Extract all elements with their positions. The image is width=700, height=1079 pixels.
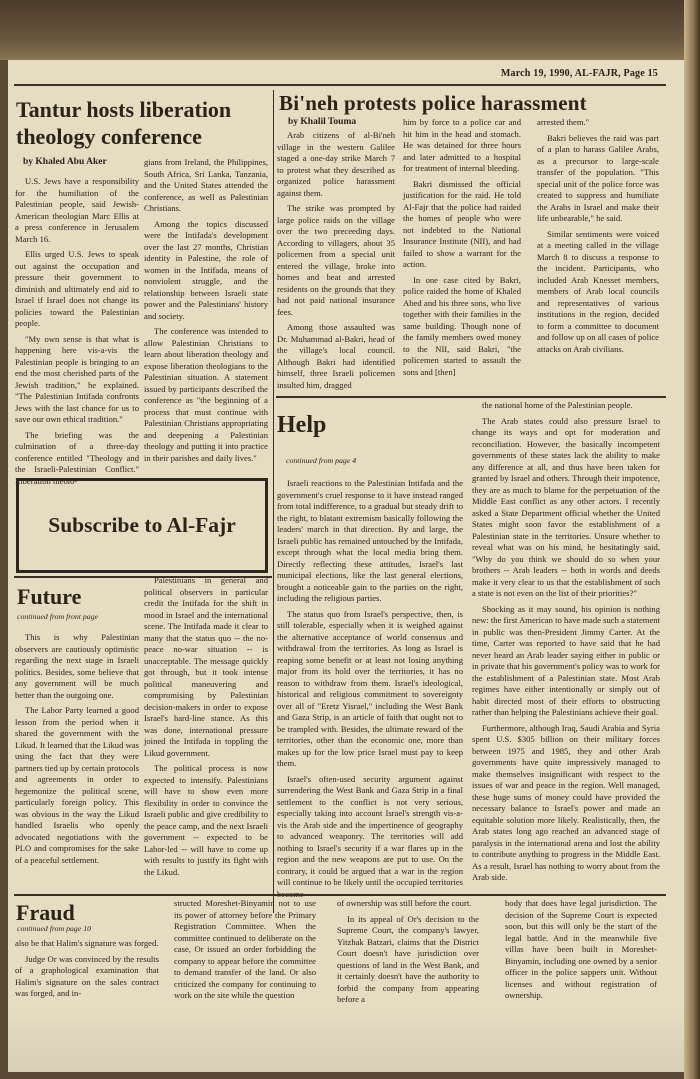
- help-headline: Help: [277, 412, 327, 438]
- paragraph: Ellis urged U.S. Jews to speak out against the occupation and pressure their government to diminish and ultimately end aid to Israel if Israel does not change its policies toward the Palestinian people.: [15, 249, 139, 328]
- paragraph: arrested them.": [537, 117, 590, 127]
- paragraph: Furthermore, although Iraq, Saudi Arabia and Syria spent U.S. $305 billion on their military forces between 1975 and 1985, they and other Arab governments have quite impressively managed to make themselves insignificant with respect to the issues of war and peace in the region. Well managed, these huge sums of money could have provided the necessary balance to Israel's power and made an equitable solution more likely. Realistically, then, the Arab states long ago reached an advanced stage of paralysis in the international arena and lost the ability to contribute anything to progress in the Middle East. As a result, Israel has nothing to worry about from the Arab side.: [472, 722, 660, 882]
- paragraph: Judge Or was convinced by the results of a graphological examination that Halim's signature on the sales contract was forged, and in-: [15, 953, 159, 998]
- paragraph: Bakri believes the raid was part of a plan to harass Galilee Arabs, as a precursor to large-scale transfer of the population. "This special unit of the police force was created to suppress and humiliate the Arabs in Israel and make their life unbearable," he said.: [537, 132, 659, 223]
- paragraph: also be that Halim's signature was forged.: [15, 938, 159, 948]
- bineh-col-3: [537, 117, 659, 392]
- paragraph: The political process is now expected to intensify. Palestinians will have to show even more flexibility in order to convince the Israeli public and give credibility to the peace camp, and the next Israeli government -- expected to be Labor-led -- will have to come up with results to justify its fight with the Likud.: [144, 763, 268, 877]
- tantur-col-1: [15, 176, 139, 486]
- help-col-2: [472, 400, 660, 912]
- bineh-col-1: [277, 130, 395, 392]
- paragraph: Bakri dismissed the official justification for the raid. He told Al-Fajr that the police had raided the homes of people who were not indebted to the National Insurance Institute (NII), and had failed to show a warrant for the action.: [403, 178, 521, 269]
- help-col-1: [277, 478, 463, 912]
- paragraph: the national home of the Palestinian people.: [482, 400, 633, 410]
- paragraph: The status quo from Israel's perspective, then, is still tolerable, especially when it is weighed against the alternative acceptance of world consensus and withdrawal from the territories. As long as Israel is reaping some benefit or at least not losing anything major from its hold over the territories, it has no reason to withdraw from them. Israel's ideological, historical and religious commitment to sovereignty over all of "Eretz Yisrael," including the West Bank and Gaza Strip, is an article of faith that ought not to be trampled with. Besides, the ultimate reward of the territories, other than the economic one, more than makes up for the low price Israel must pay to keep them.: [277, 608, 463, 768]
- scan-top-edge: [0, 0, 700, 60]
- fraud-headline: Fraud: [16, 900, 75, 925]
- paragraph: U.S. Jews have a responsibility for the humiliation of the Palestinian people, said Jewish-American theologian Marc Ellis at a press conference in Jerusalem March 16.: [15, 176, 139, 244]
- paragraph: structed Moreshet-Binyamin not to use its power of attorney before the Primary Registration Committee. When the committee continued to deliberate on the case, Or issued an order forbidding the company to appear before the committee to demand transfer of the land. Or also criticized the company for continuing to work on the site while the question: [174, 898, 316, 1000]
- paragraph: The conference was intended to allow Palestinian Christians to learn about liberation theology and expose liberation theologians to the Palestinian situation. A statement issued by participants described the conference as "the beginning of a process that must continue with Palestinian Christians appropriating and deepening a Palestinian theology and putting it into practice in their parishes and daily lives.": [144, 326, 268, 463]
- future-col-1: [15, 632, 139, 912]
- fraud-col-4: [505, 898, 657, 1022]
- fraud-col-2: [174, 898, 316, 1022]
- header-rule: [14, 84, 666, 86]
- paragraph: In its appeal of Or's decision to the Supreme Court, the company's lawyer, Yitzhak Batzari, claims that the District Court doesn't have jurisdiction over questions of land in the West Bank, and it certainly doesn't have the authority to forbid the company from appearing before a: [337, 913, 479, 1004]
- paragraph: body that does have legal jurisdiction. The decision of the Supreme Court is expected soon, but this will only be the start of the legal battle. And in the meanwhile five villas have been built in Moreshet-Binyamin, including one owned by a senior officer in the police sappers unit. Without licenses and without registration of ownership.: [505, 898, 657, 1000]
- page-header: March 19, 1990, AL-FAJR, Page 15: [500, 68, 658, 79]
- fraud-col-1: [15, 938, 159, 1018]
- paragraph: of ownership was still before the court.: [337, 898, 472, 908]
- scan-binding-edge: [684, 0, 700, 1079]
- paragraph: The briefing was the culmination of a three-day conference entitled "Theology and the Israeli-Palestinian Conflict." Liberation theolo-: [15, 429, 139, 486]
- column-divider: [273, 398, 274, 913]
- future-col-2: [144, 575, 268, 912]
- paragraph: This is why Palestinian observers are cautiously optimistic regarding the next stage in Israeli politics. Besides, some believe that any government will be much better than the outgoing one.: [15, 632, 139, 700]
- section-rule: [14, 894, 666, 896]
- future-headline: Future: [17, 584, 82, 609]
- section-rule: [276, 396, 666, 398]
- paragraph: gians from Ireland, the Philippines, South Africa, Sri Lanka, Tanzania, and the United States attended the conference, as well as Palestinian Christians.: [144, 157, 268, 213]
- bineh-headline: Bi'neh protests police harassment: [279, 91, 587, 115]
- help-continued: continued from page 4: [286, 456, 357, 465]
- bineh-col-2: [403, 117, 521, 392]
- tantur-col-2: [144, 157, 268, 470]
- tantur-headline: Tantur hosts liberation theology conference: [16, 97, 232, 149]
- fraud-continued: continued from page 10: [17, 924, 91, 933]
- paragraph: him by force to a police car and hit him in the head and stomach. He was detained for three hours and later admitted to a hospital for treatment of internal bleeding.: [403, 117, 521, 173]
- paragraph: In one case cited by Bakri, police raided the home of Khaled Abed and his three sons, who live together with their families in the same building. Though none of the family members owed money to the NII, said Bakri, "the policemen started to assault the sons and [then]: [403, 274, 521, 377]
- paragraph: Among the topics discussed were the Intifada's development over the last 27 months, Christian identity in Palestine, the role of women in the Intifada, means of nonviolent struggle, and the relationship between Israeli state power and the Palestinians' history and society.: [144, 218, 268, 321]
- paragraph: Palestinians in general and political observers in particular credit the Intifada for the shift in mood in Israel and the international scene. The Intifada made it clear to many that the status quo -- the no-peace no-war situation -- is unacceptable. The message quickly got through, but it took intense political maneuvering and compromising by Palestinian decision-makers in order to expose Israel's hard-line stance. As this was done, international pressure joined the Intifada in toppling the Likud government.: [144, 575, 268, 758]
- paragraph: The strike was prompted by large police raids on the village over the two preceeding days. According to villagers, about 35 policemen from a special unit entered the village, broke into homes and beat and arrested residents on the grounds that they had not paid national insurance fees.: [277, 203, 395, 317]
- bineh-byline: by Khalil Touma: [288, 117, 357, 127]
- paragraph: The Arab states could also pressure Israel to change its ways and opt for moderation and reconciliation. However, the basically incompetent governments of these states lack the ability to make any difference at all, and thus have been taken for granted by Israel and others. Through their impotence, they are as much to blame for the perpetuation of the Middle East conflict as any other actors. I recently asked a State Department official whether the United States might soon favor the establishment of a Palestinian state in the territories. Unsure whether to reveal what was on his mind, he hesitatingly said, "Why do you think we should do so when your brothers -- Arab leaders -- both in words and deeds make it very clear to us that the establishment of such a state is not even on the list of their priorities?": [472, 415, 660, 598]
- paragraph: The Labor Party learned a good lesson from the period when it shared the government with the Likud. It learned that the Likud was using the fact that they were partners tied up by certain protocols and agreements in order to hegemonize the political scene, particularly foreign policy. This was obvious in the way the Likud handled Israelis who openly advocated negotiations with the PLO and compromises for the sake of a peaceful settlement.: [15, 705, 139, 865]
- paragraph: "My own sense is that what is happening here vis-a-vis the Palestinian people is bringing to an end the most cherished parts of the Jewish tradition," he explained. "The Palestinian Intifada confronts Jews with the last chance for us to save our own ethical tradition.": [15, 333, 139, 424]
- tantur-byline: by Khaled Abu Aker: [23, 157, 107, 167]
- paragraph: Similar sentiments were voiced at a meeting called in the village March 8 to discuss a response to the incident. Participants, who included Arab Knesset members, members of Arab local councils and representatives of various institutions in the region, decided to form a committee to document and follow up on all cases of police attacks on Arab civilians.: [537, 228, 659, 354]
- subscribe-label: Subscribe to Al-Fajr: [48, 513, 236, 537]
- paragraph: Among those assaulted was Dr. Muhammad al-Bakri, head of the village's local council. Although Bakri had identified himself, three Israeli policemen insulted him, dragged: [277, 322, 395, 390]
- paragraph: Shocking as it may sound, his opinion is nothing new: the first American to have made such a statement in public was then-President Jimmy Carter. At the time, Carter was reported to have said that he had never heard an Arab leader saying either in public or in private that his government's policy was to work for the establishment of a Palestinian state. Most Arab regimes have either intentionally or simply out of habit directed most of their efforts to obstructing rather than helping the Palestinians achieve their goal.: [472, 603, 660, 717]
- future-continued: continued from front page: [17, 612, 99, 621]
- paragraph: Israeli reactions to the Palestinian Intifada and the government's cruel response to it have instead ranged from total indifference, to a gradual but steady drift to the right, to blatant extremism basically following the leaders' march in that direction. By and large, the Israeli public has remained untouched by the Intifada, except through what the local media bring them. Directly reflecting these attitudes, Israel's last municipal elections, like the last general elections, brought a noticeable gain to the parties on the right, including the religious parties.: [277, 478, 463, 603]
- subscribe-box: [16, 478, 268, 573]
- paragraph: Israel's often-used security argument against surrendering the West Bank and Gaza Strip in a final settlement to the conflict is not very serious, especially taking into account Israel's strength vis-a-vis the Arab side and the impertinence of geography to advanced weaponry. The territories will add nothing to Israel's security if a war flares up in the region and the new weapons are put to use. On the contrary, it could be argued that a war in the region will continue to be likely until the occupied territories: [277, 773, 463, 887]
- paragraph: Arab citizens of al-Bi'neh village in the western Galilee staged a one-day strike March 7 to protest what they described as organized police harassment against them.: [277, 130, 395, 198]
- fraud-col-3: [337, 898, 479, 1022]
